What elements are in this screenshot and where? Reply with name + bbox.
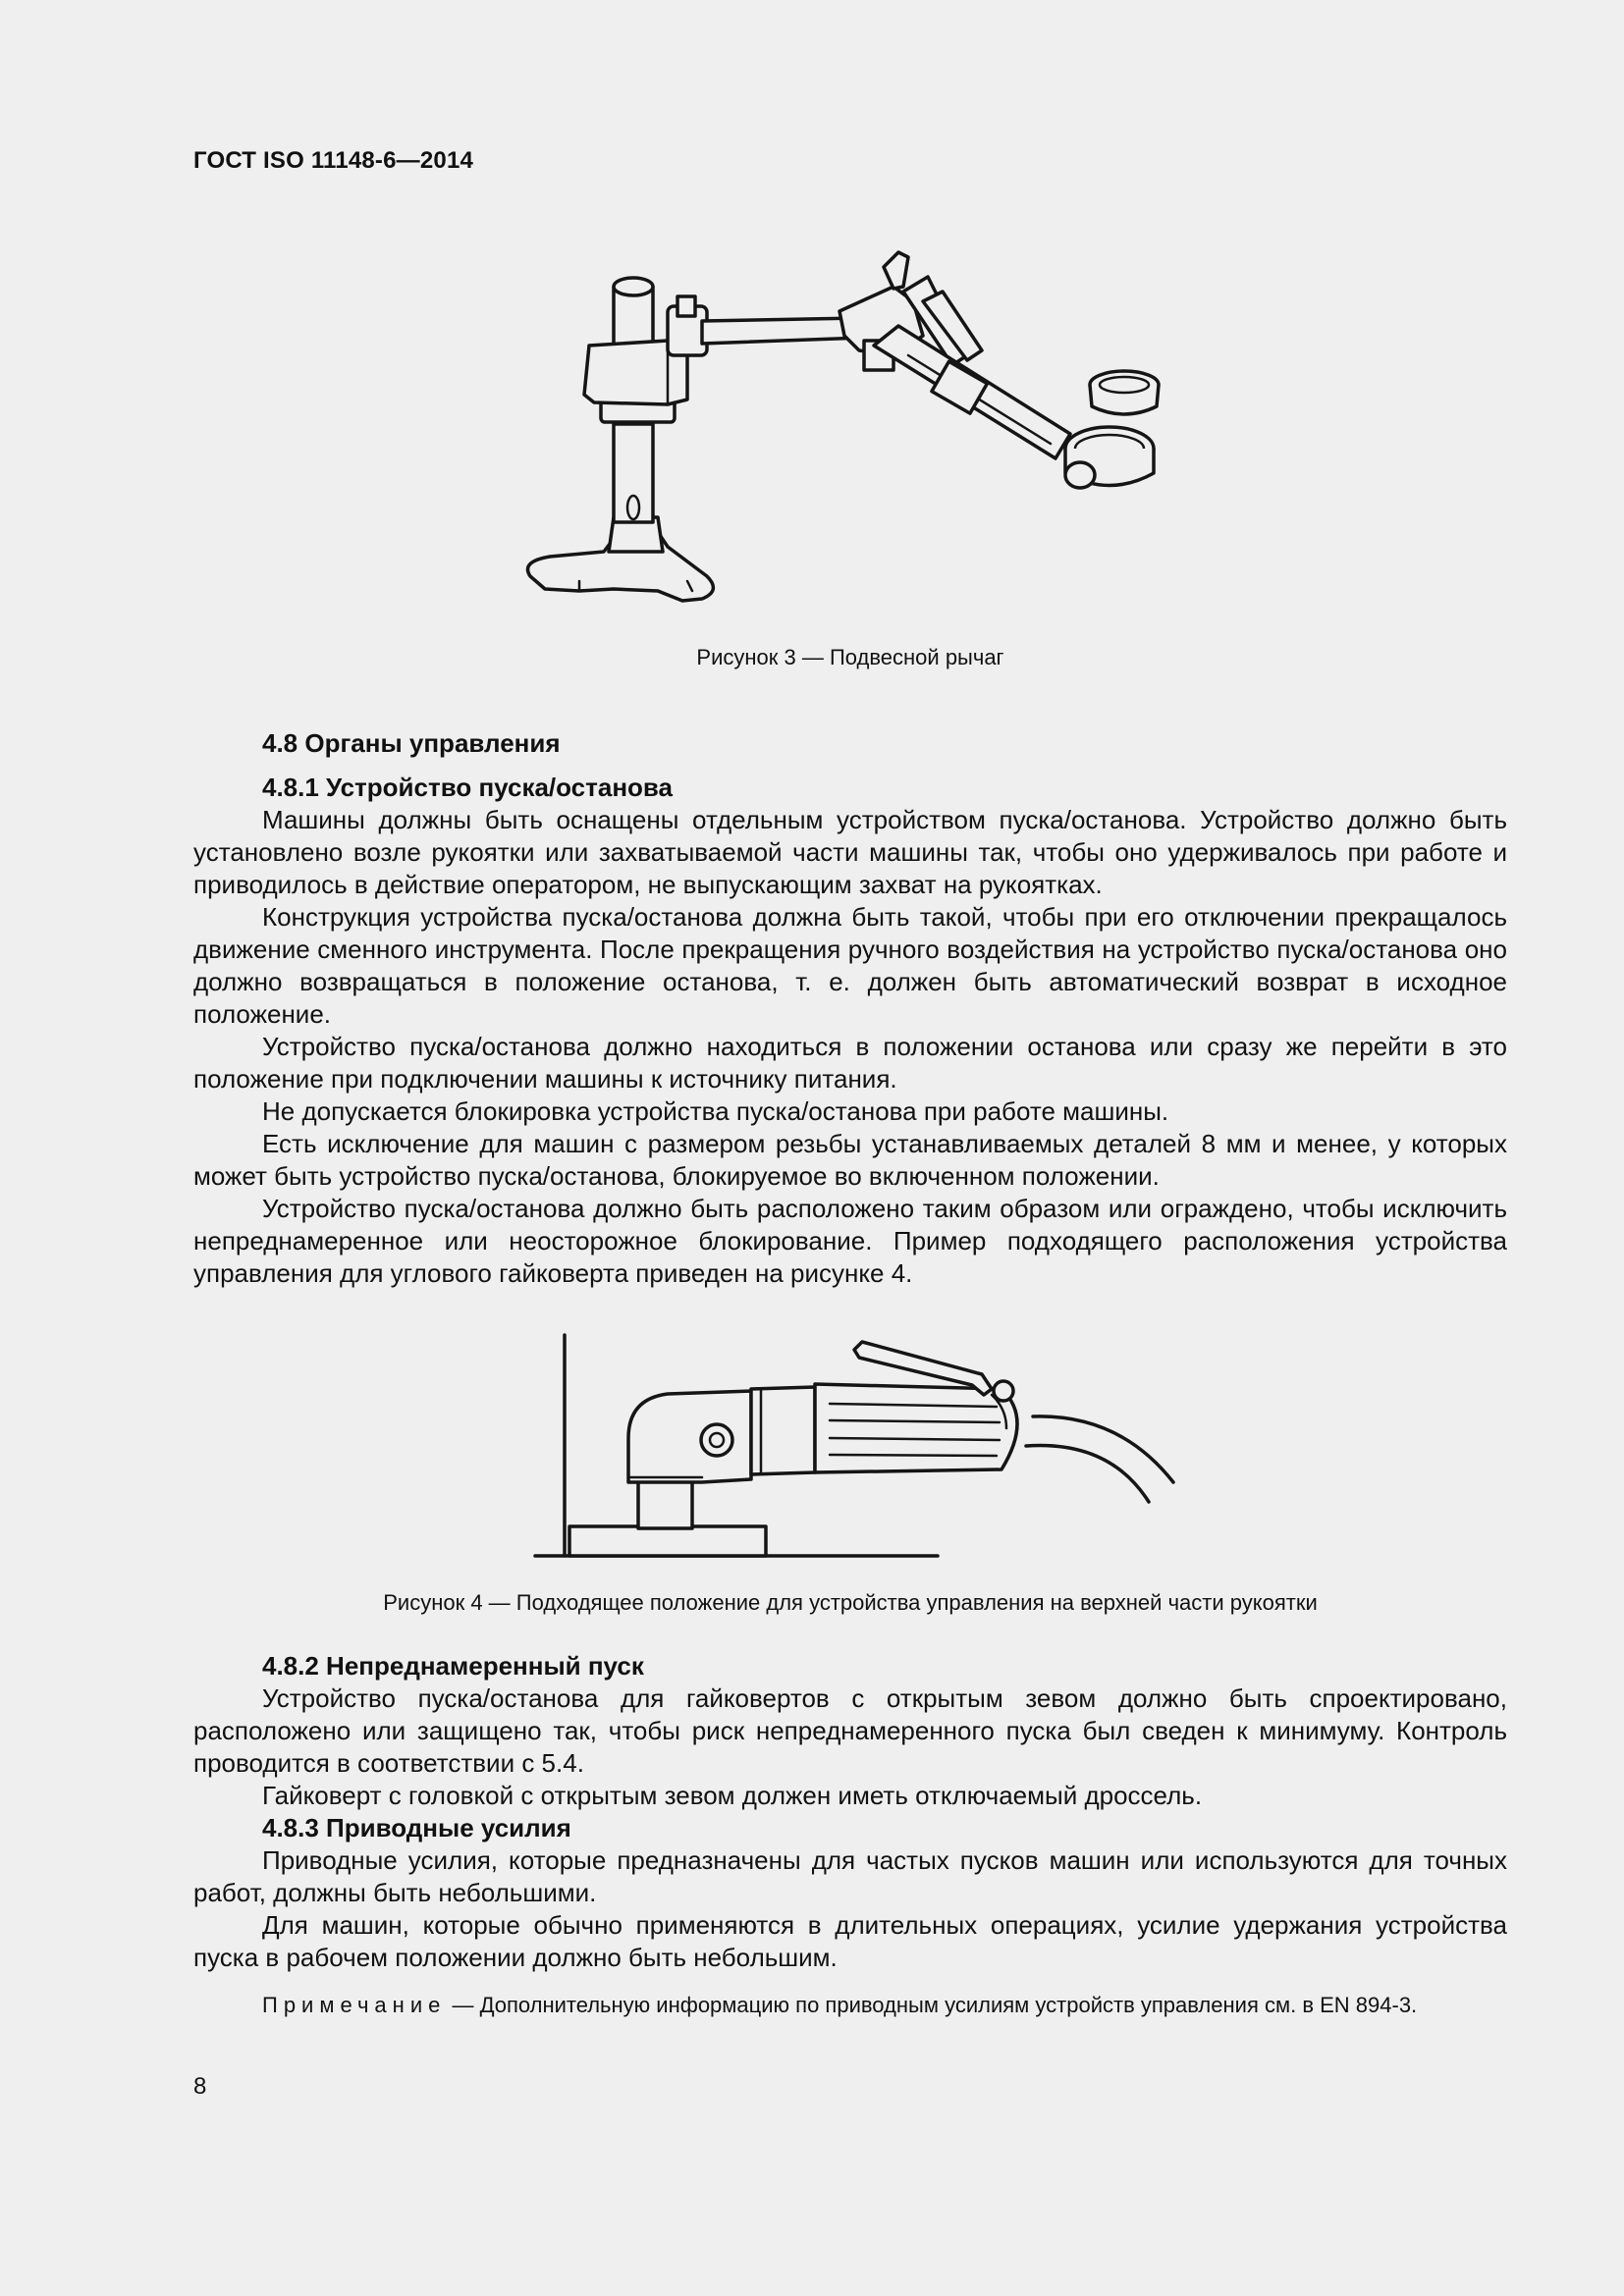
section-heading-4-8: 4.8 Органы управления — [262, 728, 561, 758]
subsection-heading-4-8-3: 4.8.3 Приводные усилия — [262, 1813, 571, 1842]
paragraph: Машины должны быть оснащены отдельным устройством пуска/останова. Устройство должно быть установлено возле рукоятки или захватываемой части машины так, чтобы оно удерживалось при работе и приводилось в действие оператором, не выпускающим захват на рукоятках. — [193, 805, 1507, 899]
figure-3-caption: Рисунок 3 — Подвесной рычаг — [696, 645, 1004, 669]
paragraph: Для машин, которые обычно применяются в длительных операциях, усилие удержания устройства пуска в рабочем положении должно быть небольшим. — [193, 1910, 1507, 1972]
subsection-heading-4-8-2: 4.8.2 Непреднамеренный пуск — [262, 1651, 644, 1681]
paragraph: Конструкция устройства пуска/останова должна быть такой, чтобы при его отключении прекращалось движение сменного инструмента. После прекращения ручного воздействия на устройство пуска/останова оно должно возвращаться в положение останова, т. е. должен быть автоматический возврат в исходное положение. — [193, 902, 1507, 1029]
section-4-8-continued — [193, 1650, 1507, 1974]
paragraph: Устройство пуска/останова должно находиться в положении останова или сразу же перейти в это положение при подключении машины к источнику питания. — [193, 1032, 1507, 1094]
section-4-8 — [193, 727, 1507, 1290]
note-text: — Дополнительную информацию по приводным усилиям устройств управления см. в EN 894-3. — [446, 1993, 1418, 2017]
page-number: 8 — [193, 2073, 207, 2100]
paragraph: Гайковерт с головкой с открытым зевом должен иметь отключаемый дроссель. — [262, 1781, 1203, 1810]
document-id-header: ГОСТ ISO 11148-6—2014 — [193, 147, 474, 174]
paragraph: Устройство пуска/останова должно быть расположено таким образом или ограждено, чтобы исключить непреднамеренное или неосторожное блокирование. Пример подходящего расположения устройства управления для углового гайковерта приведен на рисунке 4. — [193, 1194, 1507, 1288]
angle-nutrunner-drawing — [530, 1330, 1198, 1571]
subsection-heading-4-8-1: 4.8.1 Устройство пуска/останова — [262, 773, 674, 802]
paragraph: Есть исключение для машин с размером резьбы устанавливаемых деталей 8 мм и менее, у которых может быть устройство пуска/останова, блокируемое во включенном положении. — [193, 1129, 1507, 1191]
figure-4-caption: Рисунок 4 — Подходящее положение для устройства управления на верхней части рукоятки — [383, 1590, 1318, 1615]
paragraph: Не допускается блокировка устройства пуска/останова при работе машины. — [262, 1096, 1169, 1126]
paragraph: Приводные усилия, которые предназначены для частых пусков машин или используются для точных работ, должны быть небольшими. — [193, 1845, 1507, 1907]
figure-4-angle-nutrunner — [530, 1330, 1198, 1571]
figure-3-suspension-arm — [520, 228, 1188, 620]
paragraph: Устройство пуска/останова для гайковертов с открытым зевом должно быть спроектировано, расположено или защищено так, чтобы риск непреднамеренного пуска был сведен к минимуму. Контроль проводится в соответствии с 5.4. — [193, 1683, 1507, 1778]
note-label: Примечание — [262, 1993, 447, 2017]
suspension-arm-drawing — [520, 228, 1188, 620]
note — [193, 1992, 1507, 2019]
